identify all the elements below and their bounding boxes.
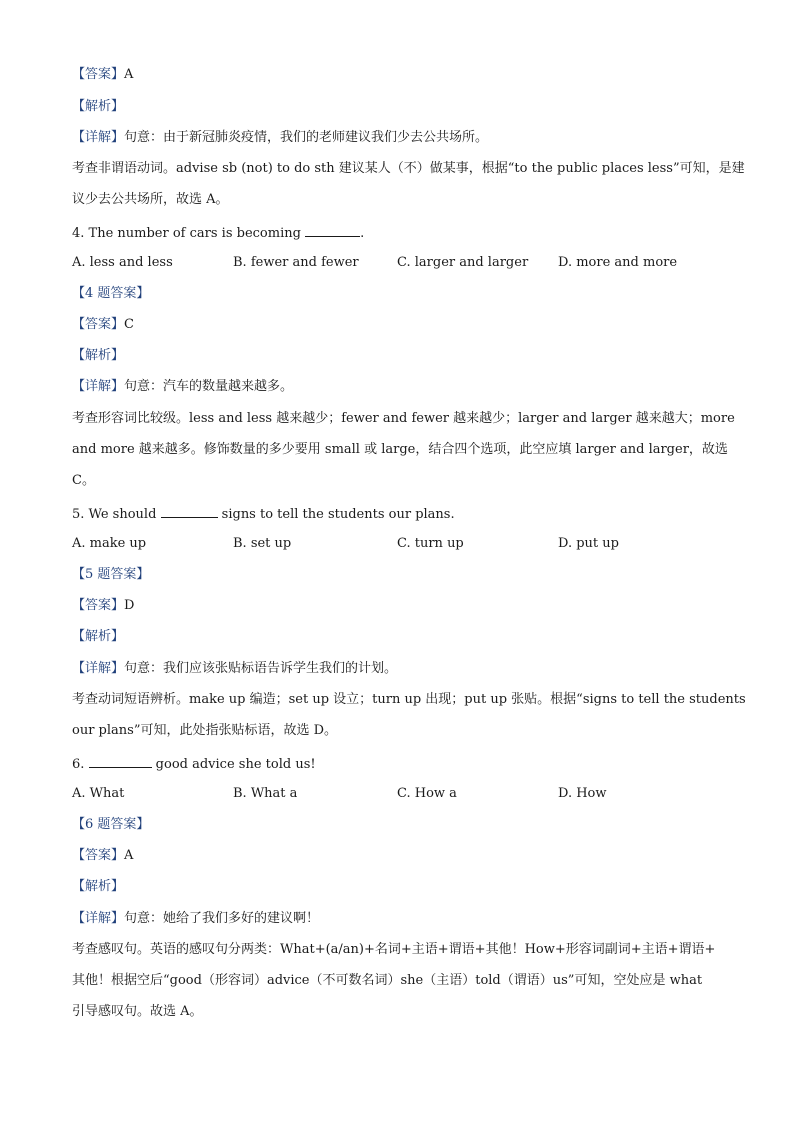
answer-blank xyxy=(305,223,360,237)
explanation-text: 考查非谓语动词。advise sb (not) to do sth 建议某人（不）做某事，根据“to the public places less”可知，是建 xyxy=(72,161,745,176)
detail-line: 【详解】句意：由于新冠肺炎疫情，我们的老师建议我们少去公共场所。 xyxy=(72,130,489,145)
answer-blank xyxy=(89,754,152,768)
option-c: C. larger and larger xyxy=(397,255,529,270)
explanation-text: 考查形容词比较级。less and less 越来越少；fewer and fewer 越来越少；larger and larger 越来越大；more xyxy=(72,411,735,426)
option-d: D. more and more xyxy=(558,255,678,270)
question-4-stem: 4. The number of cars is becoming . xyxy=(72,223,722,243)
option-b: B. fewer and fewer xyxy=(233,255,359,270)
analysis-heading: 【解析】 xyxy=(72,879,125,894)
answer-line: 【答案】A xyxy=(72,848,134,863)
option-d: D. How xyxy=(558,786,607,801)
analysis-heading: 【解析】 xyxy=(72,99,125,114)
option-d: D. put up xyxy=(558,536,619,551)
answer-line: 【答案】D xyxy=(72,598,135,613)
option-a: A. less and less xyxy=(72,255,173,270)
option-a: A. make up xyxy=(72,536,147,551)
answer-tag: 【答案】 xyxy=(72,67,125,82)
explanation-text: 议少去公共场所，故选 A。 xyxy=(72,192,229,207)
answer-value: D xyxy=(124,598,135,613)
option-a: A. What xyxy=(72,786,125,801)
explanation-text: C。 xyxy=(72,473,95,488)
answer-value: A xyxy=(124,67,134,82)
explanation-text: 考查感叹句。英语的感叹句分两类：What+(a/an)+名词+主语+谓语+其他！How+形容词副词+主语+谓语+ xyxy=(72,942,716,957)
option-c: C. turn up xyxy=(397,536,464,551)
question-5-stem: 5. We should signs to tell the students our plans. xyxy=(72,504,722,524)
analysis-heading: 【解析】 xyxy=(72,629,125,644)
answer-line: 【答案】C xyxy=(72,317,134,332)
explanation-text: 考查动词短语辨析。make up 编造；set up 设立；turn up 出现；put up 张贴。根据“signs to tell the students xyxy=(72,692,746,707)
detail-line: 【详解】句意：我们应该张贴标语告诉学生我们的计划。 xyxy=(72,661,398,676)
explanation-text: 其他！根据空后“good（形容词）advice（不可数名词）she（主语）told（谓语）us”可知，空处应是 what xyxy=(72,973,703,988)
answer-blank xyxy=(161,504,218,518)
answer-value: A xyxy=(124,848,134,863)
question-6-stem: 6. good advice she told us! xyxy=(72,754,722,774)
explanation-text: our plans”可知，此处指张贴标语，故选 D。 xyxy=(72,723,338,738)
explanation-text: and more 越来越多。修饰数量的多少要用 small 或 large，结合四个选项，此空应填 larger and larger，故选 xyxy=(72,442,728,457)
option-b: B. What a xyxy=(233,786,298,801)
answer-value: C xyxy=(124,317,134,332)
answer-line xyxy=(72,66,722,84)
section-tag: 【6 题答案】 xyxy=(72,817,150,832)
detail-line: 【详解】句意：她给了我们多好的建议啊！ xyxy=(72,911,320,926)
explanation-text: 引导感叹句。故选 A。 xyxy=(72,1004,203,1019)
detail-line: 【详解】句意：汽车的数量越来越多。 xyxy=(72,379,294,394)
section-tag: 【5 题答案】 xyxy=(72,567,150,582)
analysis-heading: 【解析】 xyxy=(72,348,125,363)
section-tag: 【4 题答案】 xyxy=(72,286,150,301)
option-c: C. How a xyxy=(397,786,457,801)
option-b: B. set up xyxy=(233,536,292,551)
